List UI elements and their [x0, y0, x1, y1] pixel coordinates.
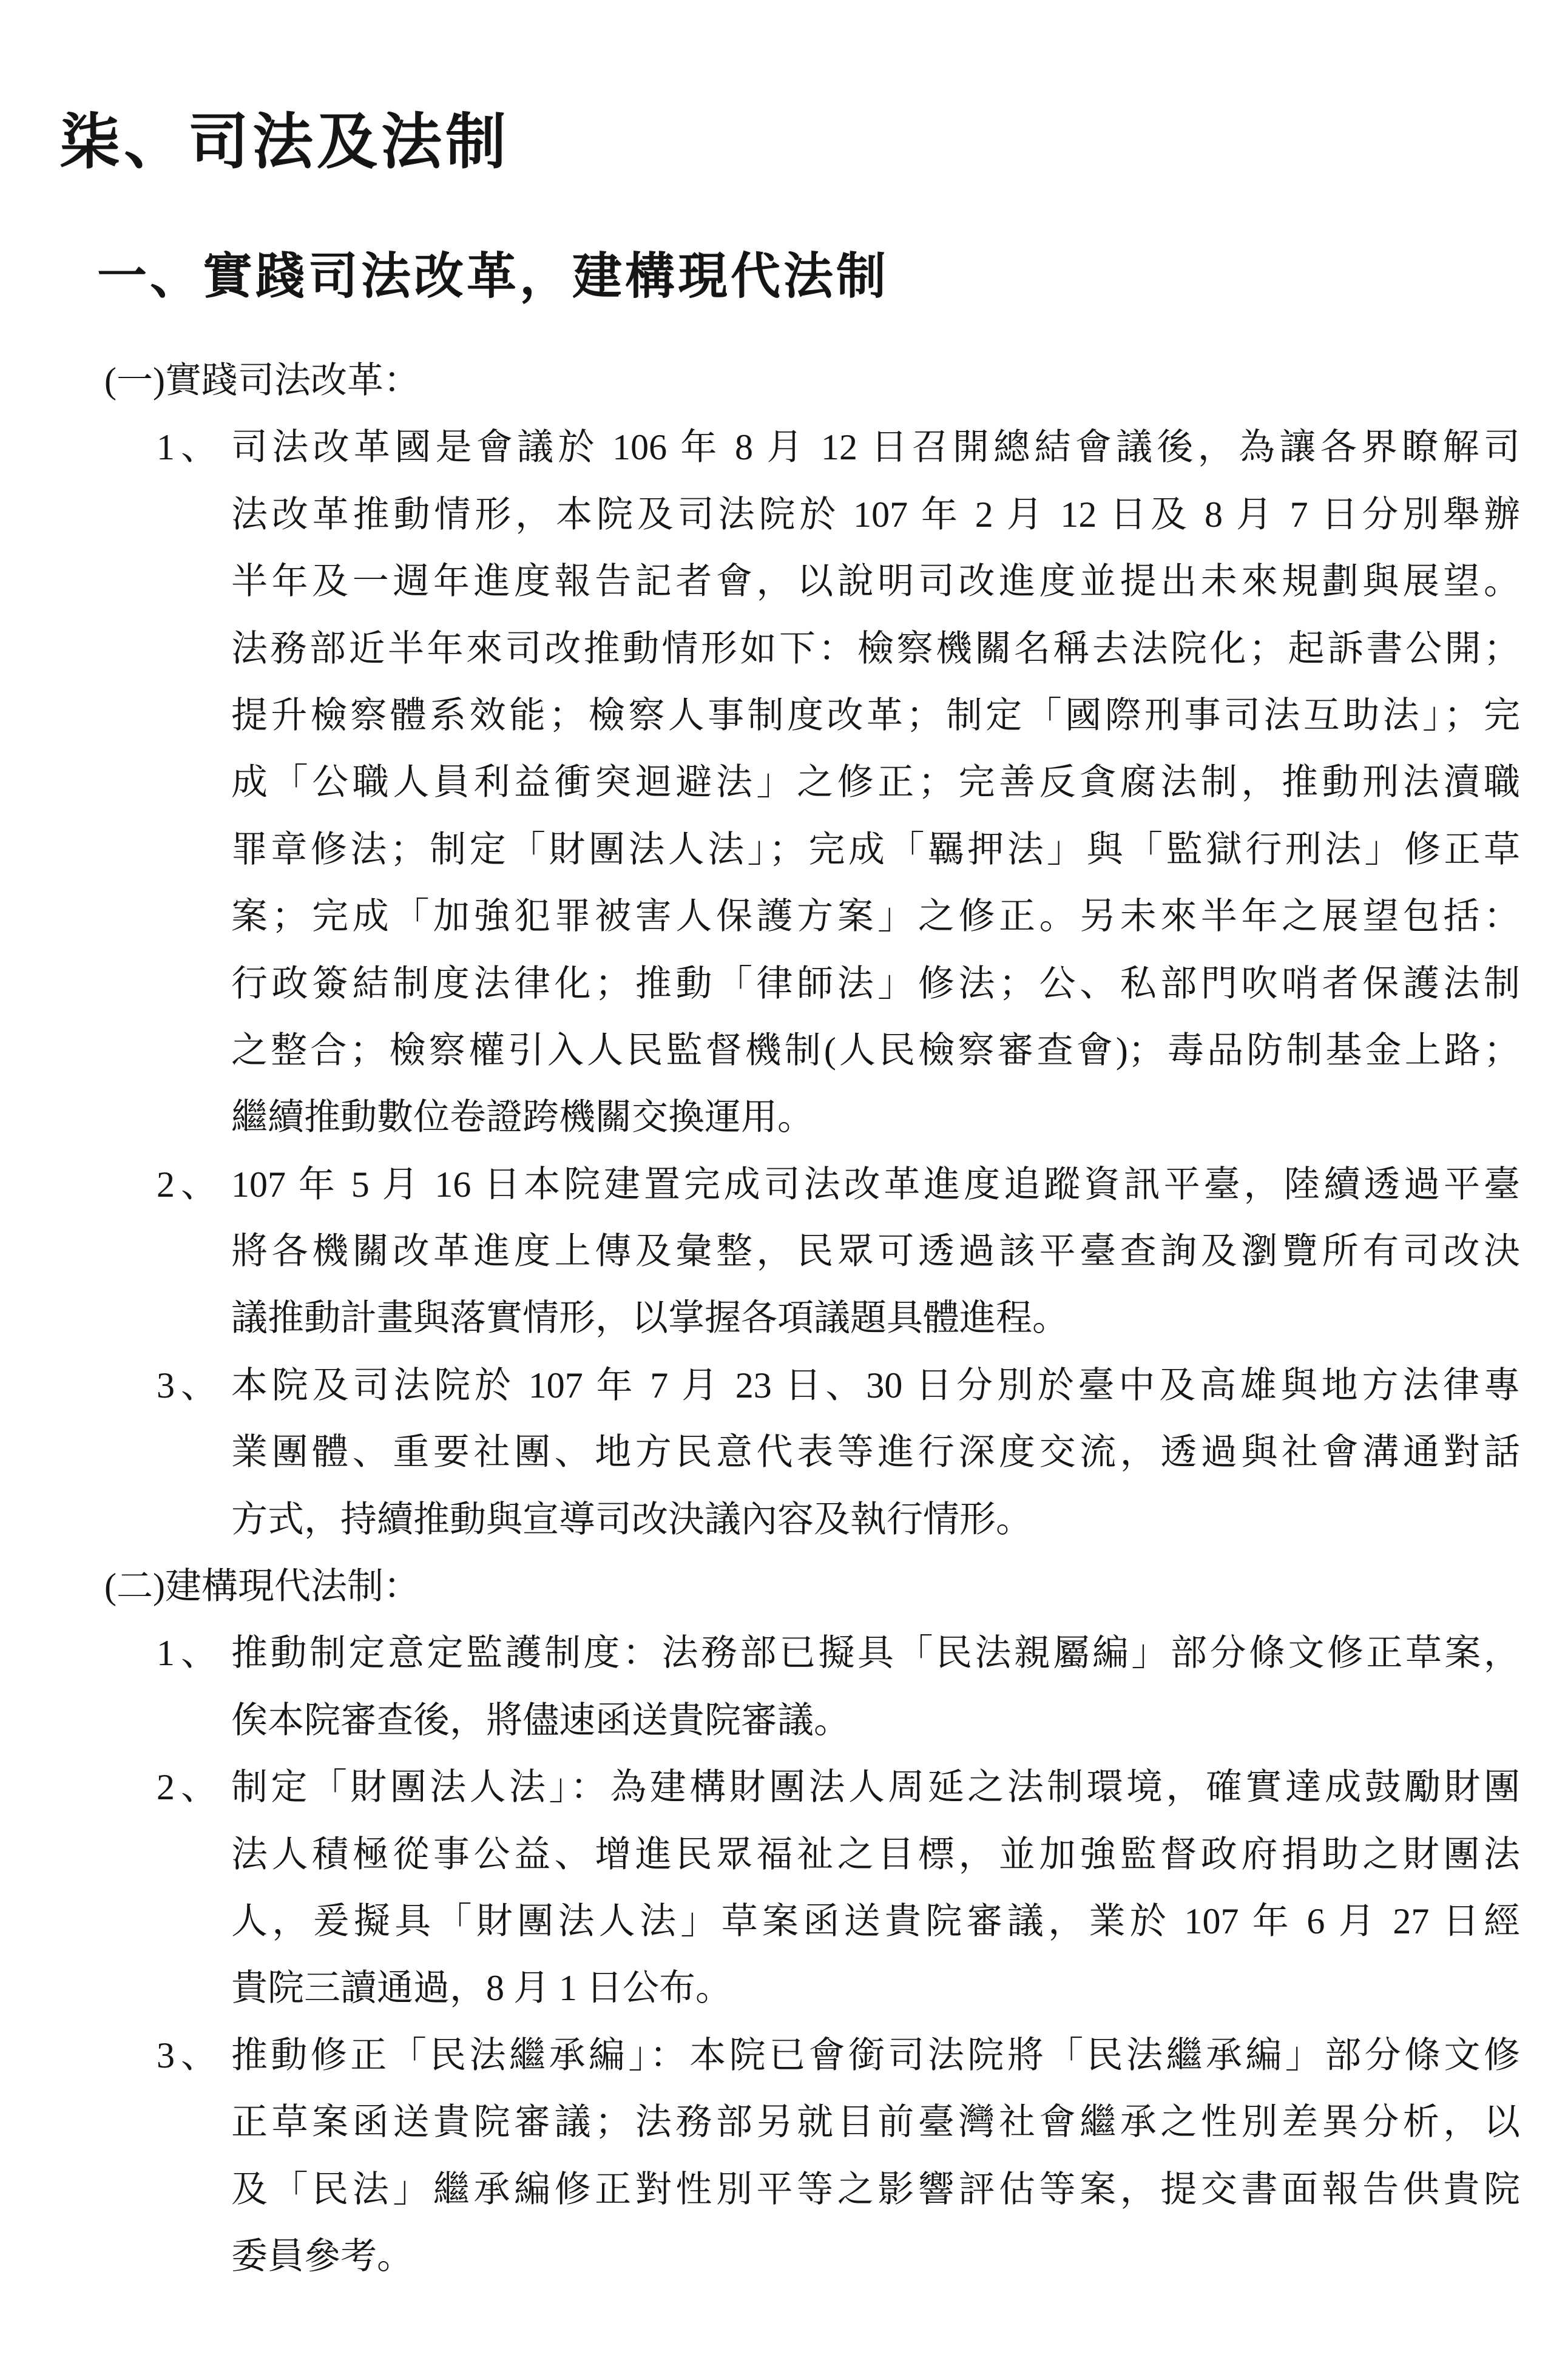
list-item: [0, 1754, 1568, 2022]
item-line: 提升檢察體系效能；檢察人事制度改革；制定「國際刑事司法互助法」；完: [231, 695, 1520, 735]
item-line: 制定「財團法人法」：為建構財團法人周延之法制環境，確實達成鼓勵財團: [231, 1767, 1520, 1808]
subsection-heading: (二)建構現代法制：: [104, 1566, 420, 1607]
item-line: 成「公職人員利益衝突迴避法」之修正；完善反貪腐法制，推動刑法瀆職: [231, 762, 1520, 803]
item-line: 推動修正「民法繼承編」：本院已會銜司法院將「民法繼承編」部分條文修: [231, 2035, 1520, 2075]
item-line: 議推動計畫與落實情形，以掌握各項議題具體進程。: [231, 1298, 1069, 1339]
item-line: 推動制定意定監護制度：法務部已擬具「民法親屬編」部分條文修正草案，: [231, 1633, 1520, 1674]
list-item: [0, 1151, 1568, 1352]
item-line: 繼續推動數位卷證跨機關交換運用。: [231, 1097, 814, 1138]
subsection-heading: (一)實踐司法改革：: [104, 360, 420, 401]
item-text: [231, 2022, 1520, 2290]
document-body: [0, 347, 1568, 2290]
item-line: 案；完成「加強犯罪被害人保護方案」之修正。另未來半年之展望包括：: [231, 896, 1520, 937]
item-line: 方式，持續推動與宣導司改決議內容及執行情形。: [231, 1499, 1032, 1540]
item-line: 半年及一週年進度報告記者會，以說明司改進度並提出未來規劃與展望。: [231, 561, 1520, 602]
item-number: 2、: [157, 1767, 223, 1808]
item-line: 業團體、重要社團、地方民意代表等進行深度交流，透過與社會溝通對話: [231, 1432, 1520, 1473]
list-item: [0, 2022, 1568, 2290]
item-line: 之整合；檢察權引入人民監督機制(人民檢察審查會)；毒品防制基金上路；: [231, 1030, 1520, 1070]
item-line: 法務部近半年來司改推動情形如下：檢察機關名稱去法院化；起訴書公開；: [231, 628, 1520, 669]
item-line: 及「民法」繼承編修正對性別平等之影響評估等案，提交書面報告供貴院: [231, 2169, 1520, 2210]
item-line: 正草案函送貴院審議；法務部另就目前臺灣社會繼承之性別差異分析，以: [231, 2102, 1520, 2143]
item-text: [231, 1620, 1520, 1754]
item-line: 罪章修法；制定「財團法人法」；完成「羈押法」與「監獄行刑法」修正草: [231, 829, 1520, 870]
item-line: 本院及司法院於 107 年 7 月 23 日、30 日分別於臺中及高雄與地方法律專: [231, 1365, 1520, 1405]
item-number: 3、: [157, 2035, 223, 2075]
item-number: 1、: [157, 1633, 223, 1674]
item-line: 司法改革國是會議於 106 年 8 月 12 日召開總結會議後，為讓各界瞭解司: [231, 427, 1520, 468]
item-line: 107 年 5 月 16 日本院建置完成司法改革進度追蹤資訊平臺，陸續透過平臺: [231, 1164, 1520, 1205]
item-text: [231, 1151, 1520, 1352]
item-text: [231, 1352, 1520, 1553]
chapter-title: 柒、司法及法制: [59, 106, 510, 177]
item-number: 1、: [157, 427, 223, 468]
item-line: 俟本院審查後，將儘速函送貴院審議。: [231, 1700, 850, 1740]
item-number: 2、: [157, 1164, 223, 1205]
section-heading: 一、實踐司法改革，建構現代法制: [97, 247, 890, 305]
item-line: 人，爰擬具「財團法人法」草案函送貴院審議，業於 107 年 6 月 27 日經: [231, 1901, 1520, 1941]
item-number: 3、: [157, 1365, 223, 1405]
item-line: 法人積極從事公益、增進民眾福祉之目標，並加強監督政府捐助之財團法: [231, 1834, 1520, 1875]
item-line: 行政簽結制度法律化；推動「律師法」修法；公、私部門吹哨者保護法制: [231, 963, 1520, 1004]
list-item: [0, 414, 1568, 1151]
item-text: [231, 1754, 1520, 2022]
item-line: 委員參考。: [231, 2236, 413, 2276]
item-text: [231, 414, 1520, 1151]
item-line: 法改革推動情形，本院及司法院於 107 年 2 月 12 日及 8 月 7 日分別舉辦: [231, 494, 1520, 535]
list-item: [0, 1620, 1568, 1754]
item-line: 貴院三讀通過，8 月 1 日公布。: [231, 1968, 732, 2009]
item-line: 將各機關改革進度上傳及彙整，民眾可透過該平臺查詢及瀏覽所有司改決: [231, 1231, 1520, 1272]
list-item: [0, 1352, 1568, 1553]
